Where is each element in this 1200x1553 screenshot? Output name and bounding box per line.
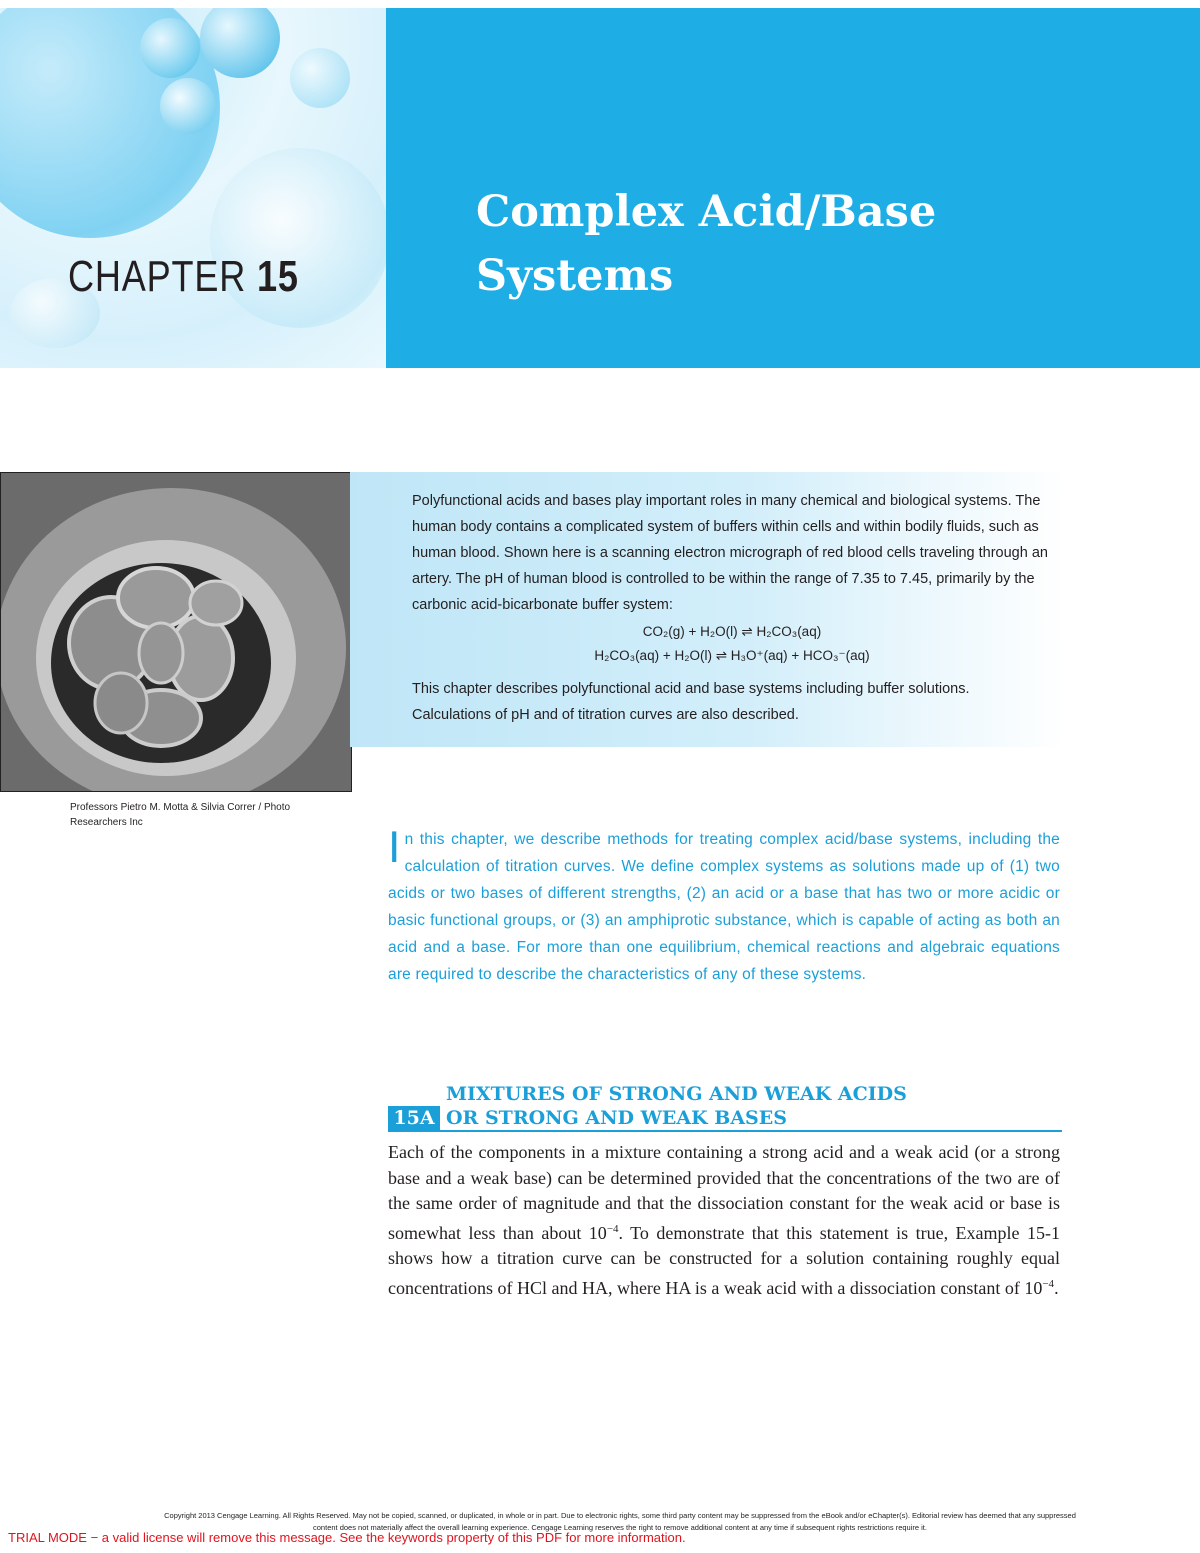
equation-2: H₂CO₃(aq) + H₂O(l) ⇌ H₃O⁺(aq) + HCO₃⁻(aq) — [594, 648, 870, 663]
section-body-paragraph — [388, 1140, 1060, 1301]
bubble-decoration — [140, 18, 200, 78]
chapter-lead-paragraph — [388, 823, 1060, 988]
exponent-1: −4 — [606, 1222, 619, 1235]
section-number-badge: 15A — [388, 1106, 440, 1130]
bubble-decoration — [200, 8, 280, 78]
chapter-number: 15 — [256, 252, 299, 301]
photo-credit: Professors Pietro M. Motta & Silvia Correr / Photo Researchers Inc — [70, 802, 291, 828]
intro-paragraph: Polyfunctional acids and bases play important roles in many chemical and biological systems. The human body contains a complicated system of buffers within cells and within bodily fluids, such as human blood. Shown here is a scanning electron micrograph of red blood cells traveling through an artery. The pH of human blood is controlled to be within the range of 7.35 to 7.45, primarily by the carbonic acid-bicarbonate buffer system: — [412, 493, 1048, 613]
chapter-title-line2: Systems — [476, 251, 674, 301]
bubble-decoration — [290, 48, 350, 108]
intro-paragraph-2: This chapter describes polyfunctional acid and base systems including buffer solutions. Calculations of pH and of titration curves are also described. — [412, 681, 970, 723]
body-text-1: Each of the components in a mixture containing a strong acid and a weak acid (or a strong base and a weak base) can be determined provided that the concentrations of the two are of the same order of magnitude and that the dissociation constant for the weak acid or base is somewhat less than about 10 — [388, 1142, 1060, 1243]
exponent-2: −4 — [1042, 1277, 1055, 1290]
body-text-3: . — [1054, 1277, 1059, 1298]
chapter-title-line1: Complex Acid/Base — [476, 187, 937, 237]
bubble-decoration — [160, 78, 216, 134]
section-title-line2: OR STRONG AND WEAK BASES — [446, 1107, 787, 1129]
copyright-notice: Copyright 2013 Cengage Learning. All Rights Reserved. May not be copied, scanned, or duplicated, in whole or in part. Due to electronic rights, some third party content may be suppressed from the eBook and/or eChapter(s). Editorial review has deemed that any suppressed content does not materially affect the overall learning experience. Cengage Learning reserves the right to remove additional content at any time if subsequent rights restrictions require it. — [164, 1511, 1076, 1532]
chapter-title — [476, 180, 1176, 308]
micrograph-photo — [0, 472, 352, 792]
equation-block — [412, 620, 1052, 668]
chapter-word: CHAPTER — [68, 252, 247, 301]
body-text-2: . To demonstrate that this statement is true, Example 15-1 shows how a titration curve can be constructed for a solution containing roughly equal concentrations of HCl and HA, where HA is a weak acid with a dissociation constant of 10 — [388, 1222, 1060, 1298]
drop-cap: I — [388, 823, 401, 872]
chapter-label — [68, 252, 299, 302]
red-blood-cells-image — [1, 473, 351, 791]
lead-text: n this chapter, we describe methods for treating complex acid/base systems, including the calculation of titration curves. We define complex systems as solutions made up of (1) two acids or two bases of different strengths, (2) an acid or a base that has two or more acidic or basic functional groups, or (3) an amphiprotic substance, which is capable of acting as both an acid and a base. For more than one equilibrium, chemical reactions and algebraic equations are required to describe the characteristics of any of these systems. — [388, 831, 1060, 983]
section-divider — [388, 1130, 1062, 1132]
chapter-banner-art — [0, 8, 386, 368]
section-title-line1: MIXTURES OF STRONG AND WEAK ACIDS — [446, 1083, 907, 1105]
intro-box — [412, 488, 1052, 728]
trial-mode-notice: TRIAL MODE − a valid license will remove this message. See the keywords property of this PDF for more information. — [8, 1530, 686, 1545]
equation-1: CO₂(g) + H₂O(l) ⇌ H₂CO₃(aq) — [642, 624, 822, 639]
section-heading — [446, 1082, 1066, 1130]
